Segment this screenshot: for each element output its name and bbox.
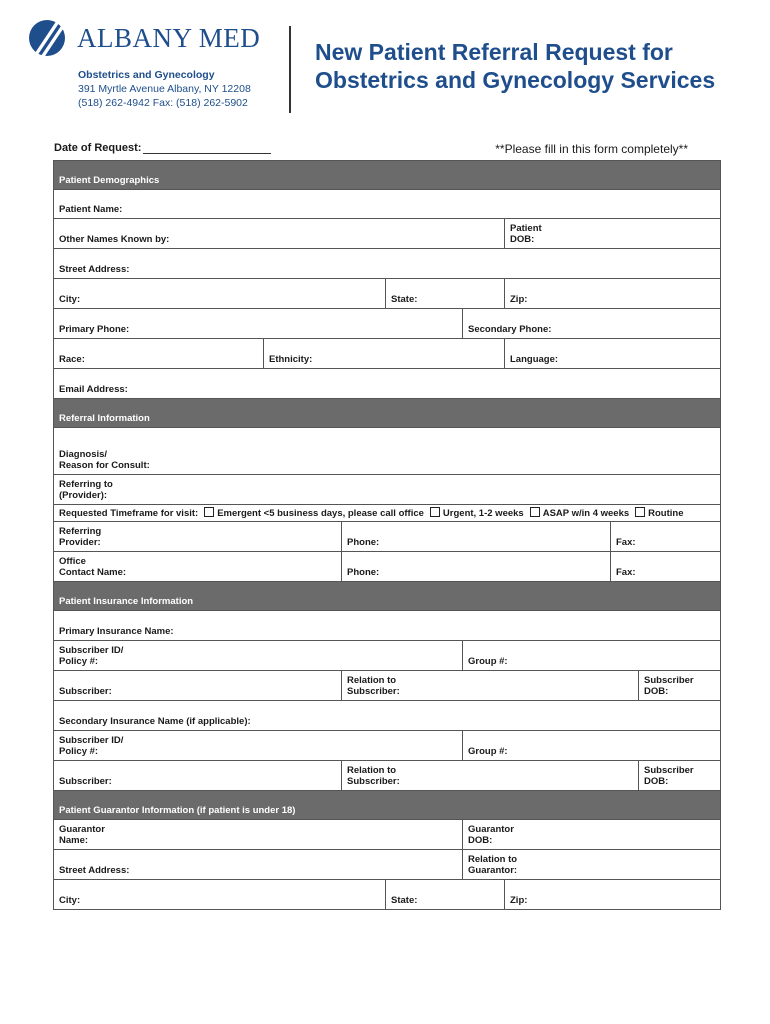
date-of-request-label: Date of Request:: [54, 142, 142, 154]
office-contact-label-1: Office: [59, 556, 86, 567]
patient-dob-label-1: Patient: [510, 223, 542, 234]
office-phone-field[interactable]: Phone:: [342, 552, 611, 582]
relation-label-1: Relation to: [347, 675, 397, 686]
patient-dob-field[interactable]: [505, 219, 721, 249]
routine-option-label: Routine: [648, 508, 684, 519]
primary-insurance-field[interactable]: Primary Insurance Name:: [54, 611, 721, 641]
referral-form-table: [53, 160, 721, 910]
referring-provider-label-2: Provider:: [59, 537, 101, 548]
section-insurance-information: Patient Insurance Information: [54, 582, 721, 611]
department-info: [78, 68, 251, 110]
logo-mark-icon: [27, 18, 71, 58]
guarantor-relation-field[interactable]: [463, 850, 721, 880]
referring-provider-label-1: Referring: [59, 526, 102, 537]
referring-provider-field[interactable]: [54, 522, 342, 552]
referring-fax-field[interactable]: Fax:: [611, 522, 721, 552]
department-phone-fax: (518) 262-4942 Fax: (518) 262-5902: [78, 97, 248, 109]
fill-note: **Please fill in this form completely**: [495, 142, 688, 156]
primary-subscriber-field[interactable]: Subscriber:: [54, 671, 342, 701]
primary-subscriber-id-field[interactable]: [54, 641, 463, 671]
race-field[interactable]: Race:: [54, 339, 264, 369]
diagnosis-label-2: Reason for Consult:: [59, 460, 150, 471]
subscriber-id-label-2: Policy #:: [59, 746, 99, 757]
subscriber-dob-label-1: Subscriber: [644, 675, 694, 686]
diagnosis-field[interactable]: [54, 428, 721, 475]
referring-to-field[interactable]: [54, 475, 721, 505]
other-names-field[interactable]: Other Names Known by:: [54, 219, 505, 249]
timeframe-row: [54, 505, 721, 522]
relation-label-2: Subscriber:: [347, 776, 400, 787]
date-of-request: [54, 142, 271, 154]
asap-option-label: ASAP w/in 4 weeks: [542, 508, 630, 519]
primary-relation-field[interactable]: [342, 671, 639, 701]
section-referral-information: Referral Information: [54, 399, 721, 428]
state-field[interactable]: State:: [386, 279, 505, 309]
primary-phone-field[interactable]: Primary Phone:: [54, 309, 463, 339]
department-name: Obstetrics and Gynecology: [78, 69, 215, 81]
office-contact-field[interactable]: [54, 552, 342, 582]
ethnicity-field[interactable]: Ethnicity:: [264, 339, 505, 369]
patient-dob-label-2: DOB:: [510, 234, 535, 245]
primary-subscriber-dob-field[interactable]: [639, 671, 721, 701]
guarantor-relation-label-1: Relation to: [468, 854, 518, 865]
office-fax-field[interactable]: Fax:: [611, 552, 721, 582]
guarantor-dob-label-2: DOB:: [468, 835, 493, 846]
subscriber-id-label-1: Subscriber ID/: [59, 735, 124, 746]
patient-name-field[interactable]: Patient Name:: [54, 190, 721, 219]
secondary-relation-field[interactable]: [342, 761, 639, 791]
form-title: [315, 38, 715, 94]
referring-to-label-1: Referring to: [59, 479, 113, 490]
referring-to-label-2: (Provider):: [59, 490, 108, 501]
header-divider: [289, 26, 291, 113]
timeframe-label: Requested Timeframe for visit:: [59, 508, 199, 519]
title-line-1: New Patient Referral Request for: [315, 39, 673, 65]
emergent-option-label: Emergent <5 business days, please call office: [217, 508, 424, 519]
title-line-2: Obstetrics and Gynecology Services: [315, 67, 716, 93]
secondary-phone-field[interactable]: Secondary Phone:: [463, 309, 721, 339]
guarantor-dob-field[interactable]: [463, 820, 721, 850]
relation-label-2: Subscriber:: [347, 686, 400, 697]
asap-checkbox[interactable]: [530, 507, 540, 517]
guarantor-state-field[interactable]: State:: [386, 880, 505, 910]
guarantor-name-label-2: Name:: [59, 835, 89, 846]
diagnosis-label-1: Diagnosis/: [59, 449, 108, 460]
secondary-insurance-field[interactable]: Secondary Insurance Name (if applicable):: [54, 701, 721, 731]
city-field[interactable]: City:: [54, 279, 386, 309]
language-field[interactable]: Language:: [505, 339, 721, 369]
secondary-subscriber-field[interactable]: Subscriber:: [54, 761, 342, 791]
urgent-option-label: Urgent, 1-2 weeks: [442, 508, 524, 519]
subscriber-dob-label-1: Subscriber: [644, 765, 694, 776]
subscriber-id-label-2: Policy #:: [59, 656, 99, 667]
guarantor-city-field[interactable]: City:: [54, 880, 386, 910]
street-address-field[interactable]: Street Address:: [54, 249, 721, 279]
date-of-request-field[interactable]: [143, 142, 271, 154]
logo-text: ALBANY MED: [77, 22, 261, 53]
guarantor-dob-label-1: Guarantor: [468, 824, 514, 835]
office-contact-label-2: Contact Name:: [59, 567, 127, 578]
email-field[interactable]: Email Address:: [54, 369, 721, 399]
subscriber-dob-label-2: DOB:: [644, 776, 669, 787]
secondary-subscriber-id-field[interactable]: [54, 731, 463, 761]
guarantor-zip-field[interactable]: Zip:: [505, 880, 721, 910]
routine-checkbox[interactable]: [635, 507, 645, 517]
subscriber-id-label-1: Subscriber ID/: [59, 645, 124, 656]
urgent-checkbox[interactable]: [430, 507, 440, 517]
section-guarantor-information: Patient Guarantor Information (if patient is under 18): [54, 791, 721, 820]
department-address: 391 Myrtle Avenue Albany, NY 12208: [78, 83, 251, 95]
referring-phone-field[interactable]: Phone:: [342, 522, 611, 552]
secondary-group-field[interactable]: Group #:: [463, 731, 721, 761]
guarantor-name-field[interactable]: [54, 820, 463, 850]
albany-med-logo: [27, 18, 260, 58]
section-patient-demographics: Patient Demographics: [54, 161, 721, 190]
zip-field[interactable]: Zip:: [505, 279, 721, 309]
guarantor-relation-label-2: Guarantor:: [468, 865, 518, 876]
relation-label-1: Relation to: [347, 765, 397, 776]
guarantor-street-field[interactable]: Street Address:: [54, 850, 463, 880]
subscriber-dob-label-2: DOB:: [644, 686, 669, 697]
emergent-checkbox[interactable]: [204, 507, 214, 517]
guarantor-name-label-1: Guarantor: [59, 824, 105, 835]
primary-group-field[interactable]: Group #:: [463, 641, 721, 671]
secondary-subscriber-dob-field[interactable]: [639, 761, 721, 791]
